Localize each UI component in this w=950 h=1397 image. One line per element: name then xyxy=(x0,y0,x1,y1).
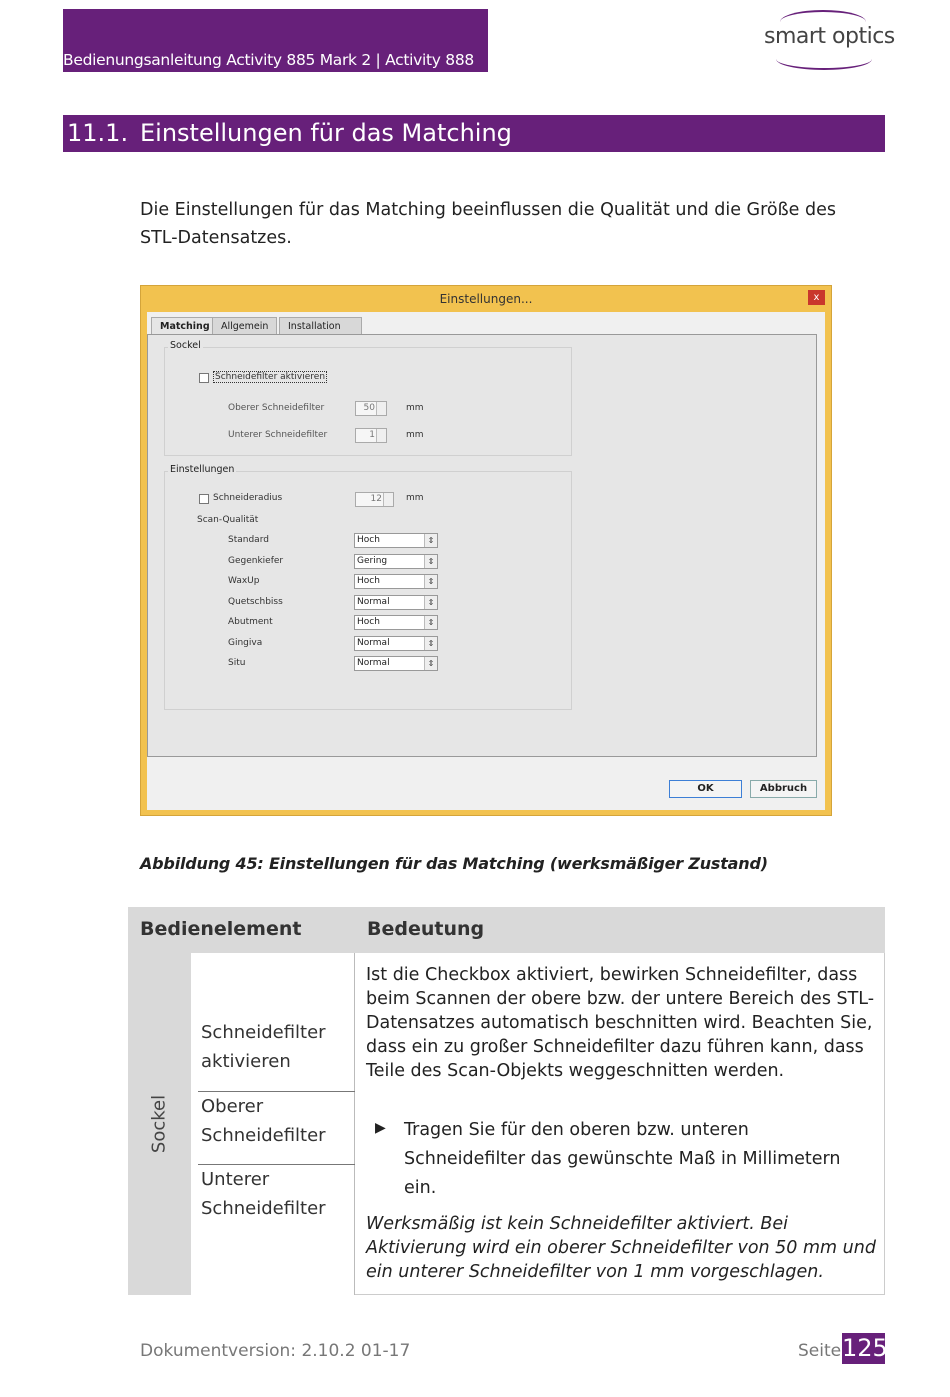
settings-dialog xyxy=(140,285,832,816)
table-header xyxy=(128,907,885,953)
logo-text: smart optics xyxy=(764,24,895,49)
lower-filter-unit: mm xyxy=(406,430,424,440)
page-number: 125 xyxy=(842,1334,888,1362)
table-row-element: Oberer Schneidefilter xyxy=(201,1096,326,1146)
quality-select-gingiva[interactable]: Normal ⇕ xyxy=(354,636,438,651)
page-label: Seite xyxy=(798,1341,842,1361)
description-paragraph: Ist die Checkbox aktiviert, bewirken Schneidefilter, dass beim Scannen der obere bzw. der untere Bereich des STL-Datensatzes automatisch beschnitten wird. Beachten Sie, dass ein zu großer Schneidefilter dazu führen kann, dass Teile des Scan-Objekts weggeschnitten werden. xyxy=(366,965,875,1081)
doc-title: Bedienungsanleitung Activity 885 Mark 2 | Activity 888 xyxy=(63,51,474,69)
table-row-element: Unterer Schneidefilter xyxy=(201,1169,326,1219)
lower-filter-label: Unterer Schneidefilter xyxy=(228,430,328,440)
scan-quality-label: Scan-Qualität xyxy=(197,515,259,525)
cutfilter-checkbox-label[interactable]: Schneidefilter aktivieren xyxy=(215,372,326,382)
quality-select-gegenkiefer[interactable]: Gering ⇕ xyxy=(354,554,438,569)
cutfilter-checkbox[interactable] xyxy=(199,373,209,383)
document-version: Dokumentversion: 2.10.2 01-17 xyxy=(140,1341,411,1361)
sockel-group-label: Sockel xyxy=(170,340,201,351)
quality-select-standard[interactable]: Hoch ⇕ xyxy=(354,533,438,548)
figure-caption: Abbildung 45: Einstellungen für das Matching (werksmäßiger Zustand) xyxy=(140,854,768,873)
ok-button[interactable]: OK xyxy=(669,780,742,798)
triangle-bullet-icon: ▶ xyxy=(375,1120,386,1136)
upper-filter-spinner[interactable]: 50 xyxy=(355,401,387,416)
tab-matching[interactable]: Matching xyxy=(151,317,219,334)
tab-installation[interactable]: Installation xyxy=(279,317,362,334)
lower-filter-spinner[interactable]: 1 xyxy=(355,428,387,443)
quality-select-abutment[interactable]: Hoch ⇕ xyxy=(354,615,438,630)
quality-row-label: Situ xyxy=(228,658,246,668)
section-heading xyxy=(63,115,885,152)
close-button[interactable]: x xyxy=(808,290,825,305)
tab-allgemein[interactable]: Allgemein xyxy=(212,317,277,334)
column-header-meaning: Bedeutung xyxy=(367,918,485,940)
intro-paragraph: Die Einstellungen für das Matching beeinflussen die Qualität und die Größe des STL-Datensatzes. xyxy=(140,200,836,248)
cut-radius-checkbox[interactable] xyxy=(199,494,209,504)
section-title: Einstellungen für das Matching xyxy=(140,119,512,147)
settings-group-label: Einstellungen xyxy=(170,464,235,475)
logo-arc-bottom xyxy=(776,48,872,70)
table-row-element: Schneidefilter aktivieren xyxy=(201,1022,326,1072)
column-header-element: Bedienelement xyxy=(140,918,302,940)
instruction-step: Tragen Sie für den oberen bzw. unteren Schneidefilter das gewünschte Maß in Millimetern ein. xyxy=(404,1120,841,1198)
description-cell xyxy=(355,953,885,1295)
quality-select-situ[interactable]: Normal ⇕ xyxy=(354,656,438,671)
dialog-title: Einstellungen... xyxy=(439,292,533,306)
cut-radius-unit: mm xyxy=(406,493,424,503)
cut-radius-spinner[interactable]: 12 xyxy=(355,492,394,507)
upper-filter-unit: mm xyxy=(406,403,424,413)
quality-row-label: Quetschbiss xyxy=(228,597,283,607)
quality-row-label: WaxUp xyxy=(228,576,260,586)
upper-filter-label: Oberer Schneidefilter xyxy=(228,403,325,413)
quality-row-label: Gingiva xyxy=(228,638,263,648)
element-column xyxy=(191,953,355,1295)
group-column xyxy=(128,953,191,1295)
quality-select-quetschbiss[interactable]: Normal ⇕ xyxy=(354,595,438,610)
quality-select-waxup[interactable]: Hoch ⇕ xyxy=(354,574,438,589)
default-note: Werksmäßig ist kein Schneidefilter aktiviert. Bei Aktivierung wird ein oberer Schneidefilter von 50 mm und ein unterer Schneidefilter von 1 mm vorgeschlagen. xyxy=(366,1214,876,1282)
section-number: 11.1. xyxy=(67,119,129,147)
cut-radius-label: Schneideradius xyxy=(213,493,283,503)
header-bar xyxy=(63,9,488,72)
quality-row-label: Gegenkiefer xyxy=(228,556,284,566)
cancel-button[interactable]: Abbruch xyxy=(750,780,817,798)
quality-row-label: Standard xyxy=(228,535,269,545)
quality-row-label: Abutment xyxy=(228,617,273,627)
group-label-sockel: Sockel xyxy=(148,1094,170,1154)
dialog-client xyxy=(147,312,825,810)
controls-table xyxy=(128,907,885,1295)
matching-panel xyxy=(147,334,817,757)
brand-logo xyxy=(762,10,895,68)
